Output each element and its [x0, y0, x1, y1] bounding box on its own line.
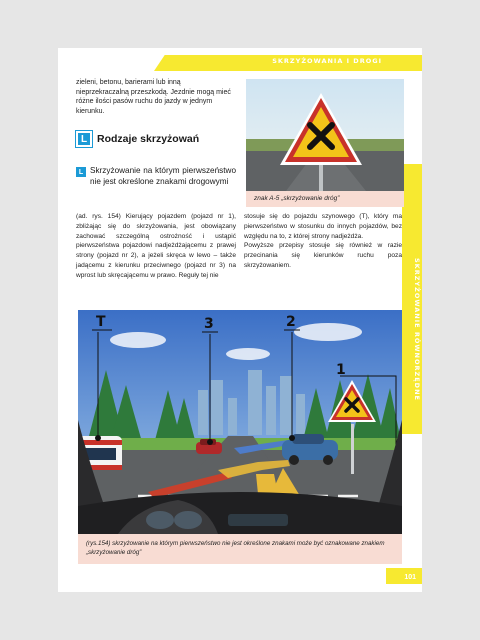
- subsection-heading: [76, 166, 236, 187]
- body-text-paragraph: stosuje się do pojazdu szynowego (T), który ma pierwszeństwo w stosunku do innych pojazdów, bez względu na to, z której strony nadjeżdża.: [244, 213, 402, 240]
- l-badge-icon: L: [76, 131, 92, 147]
- label-tram: T: [96, 314, 106, 330]
- label-sign-1: 1: [336, 362, 346, 378]
- photo-caption: znak A-5 „skrzyżowanie dróg”: [246, 191, 404, 207]
- label-car-2: 2: [286, 314, 296, 330]
- section-title: SKRZYŻOWANIA I DROGI: [272, 57, 382, 65]
- side-tab-label: SKRZYŻOWANIE RÓWNORZĘDNE: [413, 258, 421, 401]
- section-heading: [76, 130, 236, 148]
- l-badge-small-icon: L: [76, 167, 86, 177]
- body-text-paragraph: Powyższe przepisy stosuje się również w razie przecinania się kierunków ruchu poza skrzyżowaniem.: [244, 242, 402, 269]
- body-text-column-2: [244, 212, 402, 271]
- subsection-heading-title: Skrzyżowanie na którym pierwszeństwo nie jest określone znakami drogowymi: [90, 166, 236, 186]
- page-number: 101: [404, 574, 416, 581]
- section-heading-title: Rodzaje skrzyżowań: [97, 133, 200, 145]
- warning-sign-photo: [246, 79, 404, 191]
- label-car-3: 3: [204, 316, 214, 332]
- book-page: [58, 48, 422, 592]
- body-text-column-1: (ad. rys. 154) Kierujący pojazdem (pojazd nr 1), zbliżając się do skrzyżowania, jest obowiązany zachować szczególną ostrożność i ustąpić pierwszeństwa pojazdowi nadjeżdżającemu z prawej strony (pojazd nr 2), a jeżeli skręca w lewo – także jadącemu z kierunku przeciwnego (pojazd nr 3) na wprost lub skręcającemu w prawo. Reguły tej nie: [76, 213, 236, 279]
- intersection-illustration: [78, 310, 402, 534]
- intro-paragraph: zieleni, betonu, barierami lub inną nieprzekraczalną przeszkodą. Jezdnie mogą mieć różne ilości pasów ruchu do jazdy w jednym kierunku.: [76, 79, 231, 115]
- illustration-caption: (rys.154) skrzyżowanie na którym pierwszeństwo nie jest określone znakami może być oznakowane znakiem „skrzyżowanie dróg”: [78, 534, 402, 564]
